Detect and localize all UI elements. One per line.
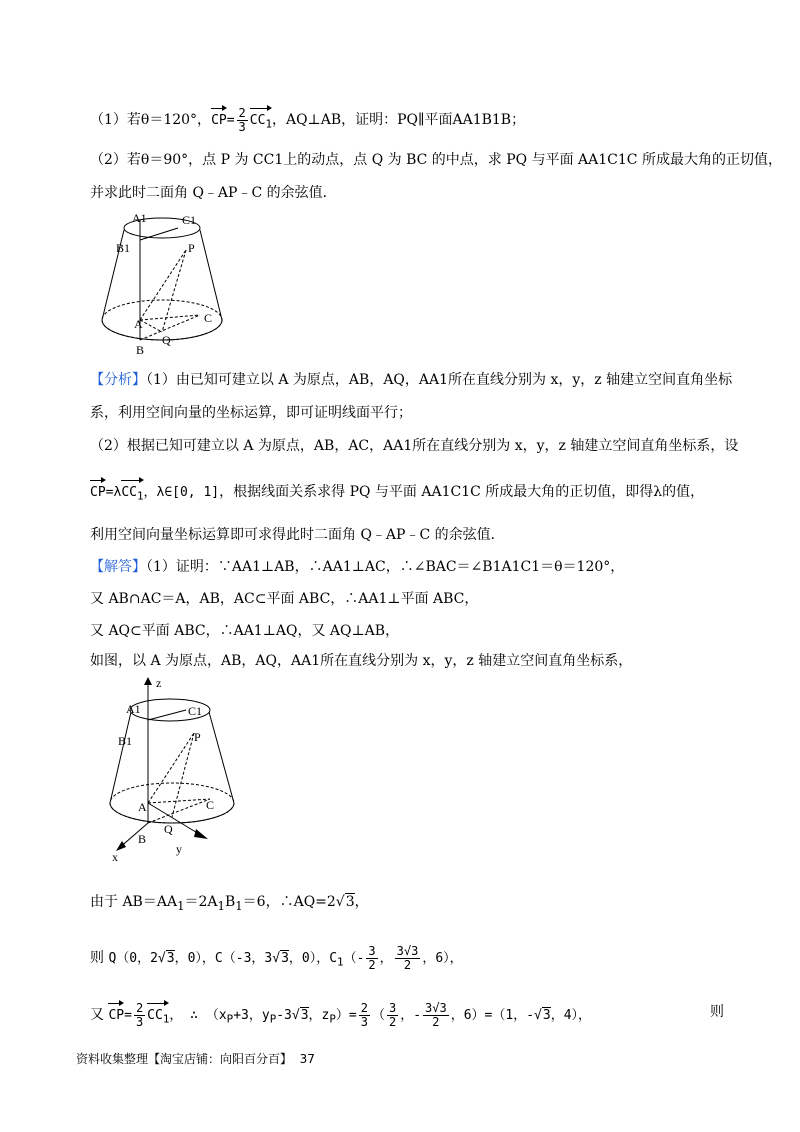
- solution-line2: 又 AB∩AC＝A，AB，AC⊂平面 ABC，∴AA1⊥平面 ABC，: [90, 591, 479, 607]
- label2-B1: B1: [118, 734, 133, 748]
- analysis-line4: CP=λCC$_1$，λ∈[0, 1]，根据线面关系求得 PQ 与平面 AA1C1C 所成最大角的正切值，即得λ的值，: [90, 482, 704, 507]
- figure-2-frustum-axes: [98, 675, 258, 865]
- q1-vector-formula: CP= $\frac{2}{3}$ $CC_1$: [211, 106, 272, 134]
- analysis-line3: （2）根据已知可建立以 A 为原点，AB，AC，AA1所在直线分别为 x，y，z 轴建立空间直角坐标系，设: [90, 438, 739, 454]
- question-2-line1: （2）若θ＝90°，点 P 为 CC1上的动点，点 Q 为 BC 的中点，求 PQ 与平面 AA1C1C 所成最大角的正切值，: [90, 152, 782, 168]
- label2-Q: Q: [164, 822, 173, 836]
- label-A: A: [134, 317, 143, 331]
- q1-prefix: （1）若θ＝120°，: [90, 112, 212, 128]
- q1-suffix: ，AQ⊥AB，证明：PQ∥平面AA1B1B；: [271, 112, 526, 128]
- page-number: 37: [299, 1052, 315, 1066]
- analysis-line1: 【分析】（1）由已知可建立以 A 为原点，AB，AQ，AA1所在直线分别为 x，y，z 轴建立空间直角坐标: [90, 372, 733, 388]
- analysis-lambda-formula: CP=λCC$_1$，λ∈[0, 1]: [90, 485, 219, 500]
- label2-A: A: [138, 800, 147, 814]
- question-2-line2: 并求此时二面角 Q﹣AP﹣C 的余弦值．: [90, 185, 337, 201]
- solution-line3: 又 AQ⊂平面 ABC，∴AA1⊥AQ，又 AQ⊥AB，: [90, 623, 400, 639]
- coordinates-Q-C-C1: Q（0，2√3，0），C（-3，3√3，0），$C_1(-$ $\frac{3}{2}$ ， $\frac{3√3}{2}$ ，6），: [108, 944, 463, 972]
- solution-line4: 如图，以 A 为原点，AB，AQ，AA1所在直线分别为 x，y，z 轴建立空间直角坐标系，: [90, 653, 633, 669]
- axis-label-z: z: [156, 676, 162, 690]
- label-B: B: [136, 343, 145, 357]
- axis-label-x: x: [112, 850, 118, 864]
- label-Q: Q: [162, 333, 171, 347]
- label-P: P: [188, 241, 195, 255]
- analysis-tag: 【分析】: [90, 372, 146, 388]
- footer-source: 资料收集整理【淘宝店铺：向阳百分百】: [76, 1052, 293, 1066]
- figure-1-frustum: [90, 210, 230, 360]
- solution-line5: 由于 $AB=AA_1=2A_1B_1=6$，∴AQ=2√3，: [90, 894, 369, 913]
- solution-line1: 【解答】（1）证明：∵AA1⊥AB，∴AA1⊥AC，∴∠BAC＝∠B1A1C1＝θ＝120°，: [90, 559, 625, 575]
- question-1: [90, 107, 525, 135]
- axis-label-y: y: [176, 842, 182, 856]
- label2-C: C: [206, 798, 215, 812]
- solution-line7: 又 CP= $\frac{2}{3}$ $CC_1$， ∴ （$x_P+3$，$y_P-3√3$，$z_P)=$ $\frac{2}{3}$ （ $\frac{3}{2}$ ，- $\frac{3√3}{2}$ ，6）=（1，-√3，4）， 则: [90, 1001, 724, 1029]
- solution-tag: 【解答】: [90, 559, 146, 575]
- label2-P: P: [194, 730, 201, 744]
- analysis-line2: 系，利用空间向量的坐标运算，即可证明线面平行；: [90, 405, 412, 421]
- label-C1: C1: [182, 213, 197, 227]
- solution-line6: 则 Q（0，2√3，0），C（-3，3√3，0），$C_1(-$ $\frac{3}{2}$ ， $\frac{3√3}{2}$ ，6），: [90, 944, 463, 972]
- label2-C1: C1: [188, 704, 203, 718]
- label-C: C: [204, 311, 213, 325]
- analysis-line5: 利用空间向量坐标运算即可求得此时二面角 Q﹣AP﹣C 的余弦值．: [90, 527, 505, 543]
- page-footer: [76, 1050, 315, 1067]
- label2-A1: A1: [126, 702, 141, 716]
- label2-B: B: [138, 832, 147, 846]
- label-A1: A1: [132, 211, 147, 225]
- label-B1: B1: [116, 241, 131, 255]
- vector-CP-computation: CP= $\frac{2}{3}$ $CC_1$， ∴ （$x_P+3$，$y_P-3√3$，$z_P)=$ $\frac{2}{3}$ （ $\frac{3}{2}$ ，- $\frac{3√3}{2}$ ，6）=（1，-√3，4），: [108, 1001, 592, 1029]
